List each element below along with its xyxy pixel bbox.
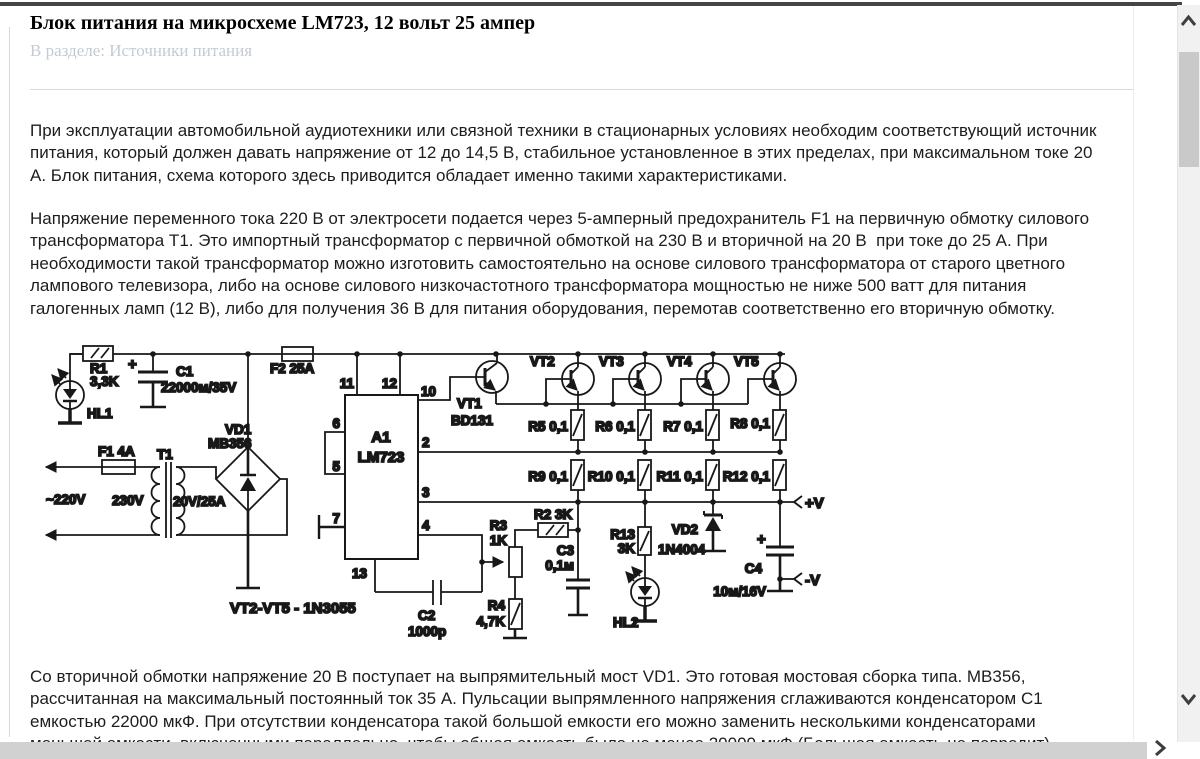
label-pin-2: 2 — [422, 435, 430, 450]
label-secondary: 20V/25A — [173, 494, 226, 509]
label-vt1: VT1 — [457, 396, 482, 411]
resistor-r10 — [588, 460, 651, 502]
capacitor-c1 — [128, 354, 236, 407]
label-t1: T1 — [157, 447, 173, 462]
label-r8: R8 0,1 — [730, 416, 770, 431]
schematic-caption: VT2-VT5 - 1N3055 — [230, 600, 356, 617]
label-c1: C1 — [176, 364, 194, 379]
label-minus-v: -V — [805, 572, 820, 589]
label-r10: R10 0,1 — [587, 469, 635, 484]
label-r13-value: 3K — [617, 541, 635, 556]
text-line: А. Блок питания, схема которого здесь приводится обладает именно такими характеристиками. — [30, 165, 788, 185]
label-pin-7: 7 — [332, 511, 340, 526]
label-primary: 230V — [112, 493, 144, 508]
scroll-down-icon[interactable] — [1180, 692, 1197, 706]
label-c4-value: 10м/16V — [713, 584, 766, 599]
label-r3-value: 1K — [489, 533, 507, 548]
label-vt2: VT2 — [530, 354, 555, 369]
output-minus-v — [780, 572, 820, 589]
paragraph-1 — [30, 120, 1096, 187]
label-r9: R9 0,1 — [528, 469, 568, 484]
label-r1-value: 3,3K — [90, 374, 119, 389]
content-left-border — [9, 27, 10, 737]
resistor-r11 — [656, 460, 719, 502]
diode-vd2 — [658, 502, 726, 557]
text-line: необходимости такой трансформатор можно изготовить самостоятельно на основе силового трансформатора от старого цветного — [30, 253, 1066, 273]
label-c3: C3 — [556, 543, 574, 558]
label-a1: A1 — [371, 429, 391, 446]
label-r4-value: 4,7K — [476, 614, 505, 629]
label-plus-v: +V — [805, 495, 824, 512]
output-plus-v — [794, 495, 824, 512]
fuse-f1 — [98, 444, 135, 474]
label-hl2: HL2 — [613, 615, 639, 630]
label-pin-4: 4 — [422, 518, 430, 533]
transistor-vt1 — [451, 354, 508, 428]
label-vt3: VT3 — [599, 354, 624, 369]
transistor-vt2 — [530, 354, 594, 410]
label-vd1: VD1 — [225, 422, 252, 437]
vertical-scrollbar-thumb[interactable] — [1179, 52, 1199, 167]
resistor-r12 — [723, 460, 786, 502]
label-r13: R13 — [610, 527, 635, 542]
text-line: рассчитанная на максимальный постоянный ток 35 А. Пульсации выпрямленного напряжения сглаживаются конденсатором С1 — [30, 689, 1043, 709]
label-r4: R4 — [487, 598, 505, 613]
resistor-r6 — [595, 410, 651, 452]
label-pin-6: 6 — [332, 416, 340, 431]
window-top-border — [0, 2, 1182, 6]
label-vt1-type: BD131 — [451, 413, 494, 428]
circuit-schematic-image — [30, 342, 840, 650]
divider — [30, 89, 1133, 90]
label-a1-type: LM723 — [357, 449, 405, 466]
transistor-vt4 — [667, 354, 729, 410]
plus-sign-c1: + — [128, 356, 137, 373]
scroll-right-icon[interactable] — [1150, 738, 1170, 758]
label-r3: R3 — [489, 518, 507, 533]
label-pin-13: 13 — [352, 566, 368, 581]
label-f2: F2 25A — [270, 361, 315, 376]
label-f1: F1 4A — [98, 444, 135, 459]
text-line: трансформатора Т1. Это импортный трансформатор с первичной обмоткой на 230 В и вторичной на 20 В при токе до 25 А. При — [30, 231, 1048, 251]
transistor-vt5 — [734, 354, 796, 410]
led-hl2 — [613, 555, 659, 630]
label-pin-5: 5 — [332, 459, 340, 474]
resistor-r2 — [515, 507, 578, 547]
resistor-r9 — [528, 460, 584, 502]
ic-a1-lm723 — [319, 354, 482, 592]
label-vt4: VT4 — [667, 354, 692, 369]
label-r5: R5 0,1 — [528, 419, 568, 434]
label-vd2-type: 1N4004 — [658, 542, 706, 557]
text-line: емкостью 22000 мкФ. При отсутствии конденсатора такой большой емкости его можно заменить несколькими конденсаторами — [30, 711, 1036, 731]
label-r6: R6 0,1 — [595, 419, 635, 434]
label-r2: R2 3K — [534, 507, 573, 522]
label-c2-value: 1000p — [408, 624, 447, 639]
scroll-up-icon[interactable] — [1180, 14, 1197, 28]
plus-sign-c4: + — [757, 531, 766, 548]
label-vt5: VT5 — [734, 354, 759, 369]
text-line: питания, который должен давать напряжение от 12 до 14,5 В, стабильное установленное в этих пределах, при максимальном токе 20 — [30, 143, 1093, 163]
label-pin-10: 10 — [421, 384, 437, 399]
paragraph-2 — [30, 208, 1089, 320]
text-line: Напряжение переменного тока 220 В от электросети подается через 5-амперный предохранитель F1 на первичную обмотку силового — [30, 209, 1090, 228]
label-vd1-type: MB356 — [208, 436, 252, 451]
label-hl1: HL1 — [87, 406, 113, 421]
label-r7: R7 0,1 — [663, 419, 703, 434]
label-pin-3: 3 — [422, 485, 430, 500]
label-c1-value: 22000м/35V — [161, 380, 237, 395]
horizontal-scrollbar-thumb[interactable] — [0, 742, 1147, 759]
text-line: При эксплуатации автомобильной аудиотехники или связной техники в стационарных условиях необходим соответствующий источник — [30, 121, 1097, 140]
page-title: Блок питания на микросхеме LM723, 12 вольт 25 ампер — [30, 12, 536, 34]
resistor-r5 — [528, 410, 584, 452]
label-ac-voltage: ~220V — [46, 492, 86, 507]
content-right-border — [1133, 6, 1134, 740]
label-pin-12: 12 — [381, 376, 397, 391]
text-line: Со вторичной обмотки напряжение 20 В поступает на выпрямительный мост VD1. Это готовая мостовая сборка типа. МВ356, — [30, 667, 1026, 686]
transistor-vt3 — [599, 354, 661, 410]
label-r11: R11 0,1 — [656, 469, 703, 484]
label-r1: R1 — [90, 361, 108, 376]
text-line: галогенных ламп (12 В), либо для получения 36 В для питания оборудования, перемотав соответственно его вторичную обмотку. — [30, 298, 1055, 318]
potentiometer-r3 — [482, 518, 522, 577]
section-breadcrumb: В разделе: Источники питания — [30, 41, 253, 60]
resistor-r7 — [663, 410, 719, 452]
fuse-f2 — [270, 347, 315, 376]
label-c4: C4 — [744, 561, 762, 576]
resistor-r13 — [610, 502, 651, 556]
label-r12: R12 0,1 — [722, 469, 770, 484]
text-line: лампового телевизора, либо на основе силового низкочастотного трансформатора мощностью не ниже 500 ватт для питания — [30, 276, 1027, 296]
label-c3-value: 0,1м — [545, 558, 574, 573]
label-vd2: VD2 — [671, 522, 698, 537]
resistor-r4 — [476, 577, 527, 638]
capacitor-c2 — [375, 562, 482, 639]
resistor-r1 — [83, 346, 119, 389]
label-pin-11: 11 — [339, 376, 354, 391]
label-c2: C2 — [418, 608, 436, 623]
resistor-r8 — [730, 410, 786, 452]
